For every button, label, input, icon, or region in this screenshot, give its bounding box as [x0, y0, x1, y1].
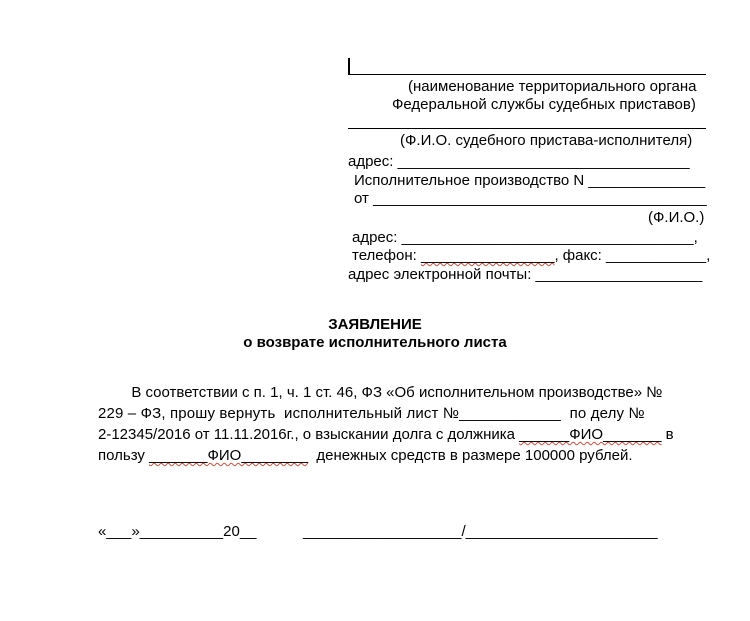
applicant-phone-fax[interactable]: [352, 247, 710, 265]
territorial-organ-line[interactable]: [350, 74, 706, 75]
document-title: ЗАЯВЛЕНИЕ: [328, 316, 422, 333]
email-prefix: адрес электронной почты:: [348, 266, 536, 283]
applicant-address-blank[interactable]: ___________________________________,: [401, 229, 698, 246]
from-prefix: от: [354, 190, 374, 207]
territorial-organ-label-2: Федеральной службы судебных приставов): [392, 96, 696, 113]
body-line-2: 229 – ФЗ, прошу вернуть исполнительный лист №____________ по делу №: [98, 405, 645, 422]
fio-label: (Ф.И.О.): [648, 209, 705, 226]
body-line-3: [98, 424, 706, 445]
signature-field[interactable]: ___________________/_______________________: [303, 523, 658, 540]
applicant-email[interactable]: [348, 266, 702, 284]
date-field[interactable]: «___»__________20__: [98, 523, 257, 540]
document-subtitle: о возврате исполнительного листа: [243, 334, 507, 351]
creditor-fio[interactable]: _______ФИО________: [149, 447, 309, 464]
phone-blank[interactable]: ________________: [420, 247, 555, 264]
bailiff-line[interactable]: [348, 128, 706, 129]
enforcement-proceeding[interactable]: [354, 172, 705, 190]
phone-prefix: телефон:: [352, 247, 421, 264]
bailiff-label: (Ф.И.О. судебного пристава-исполнителя): [400, 132, 693, 149]
bailiff-address[interactable]: [348, 153, 690, 171]
applicant-address[interactable]: [352, 229, 698, 247]
body-line-4-text: пользу: [98, 447, 150, 464]
fax-blank[interactable]: ____________,: [606, 247, 711, 264]
text-cursor: [348, 58, 350, 75]
email-blank[interactable]: ____________________: [535, 266, 703, 283]
territorial-organ-label-1: (наименование территориального органа: [408, 78, 697, 95]
applicant-address-prefix: адрес:: [352, 229, 402, 246]
address-prefix: адрес:: [348, 153, 398, 170]
debtor-fio[interactable]: ______ФИО_______: [519, 426, 662, 443]
from-blank[interactable]: ________________________________________: [373, 190, 707, 207]
body-line-3-text: 2-12345/2016 от 11.11.2016г., о взыскании долга с должника: [98, 426, 520, 443]
applicant-from[interactable]: [354, 190, 707, 208]
body-line-4: [98, 445, 706, 466]
fax-prefix: , факс:: [554, 247, 607, 264]
body-line-1: В соответствии с п. 1, ч. 1 ст. 46, ФЗ «Об исполнительном производстве» №: [98, 384, 663, 401]
body-line-3-end: в: [661, 426, 674, 443]
proceeding-prefix: Исполнительное производство N: [354, 172, 589, 189]
proceeding-blank[interactable]: ______________: [588, 172, 706, 189]
body-line-4-end: денежных средств в размере 100000 рублей.: [308, 447, 633, 464]
address-blank[interactable]: ___________________________________: [397, 153, 690, 170]
